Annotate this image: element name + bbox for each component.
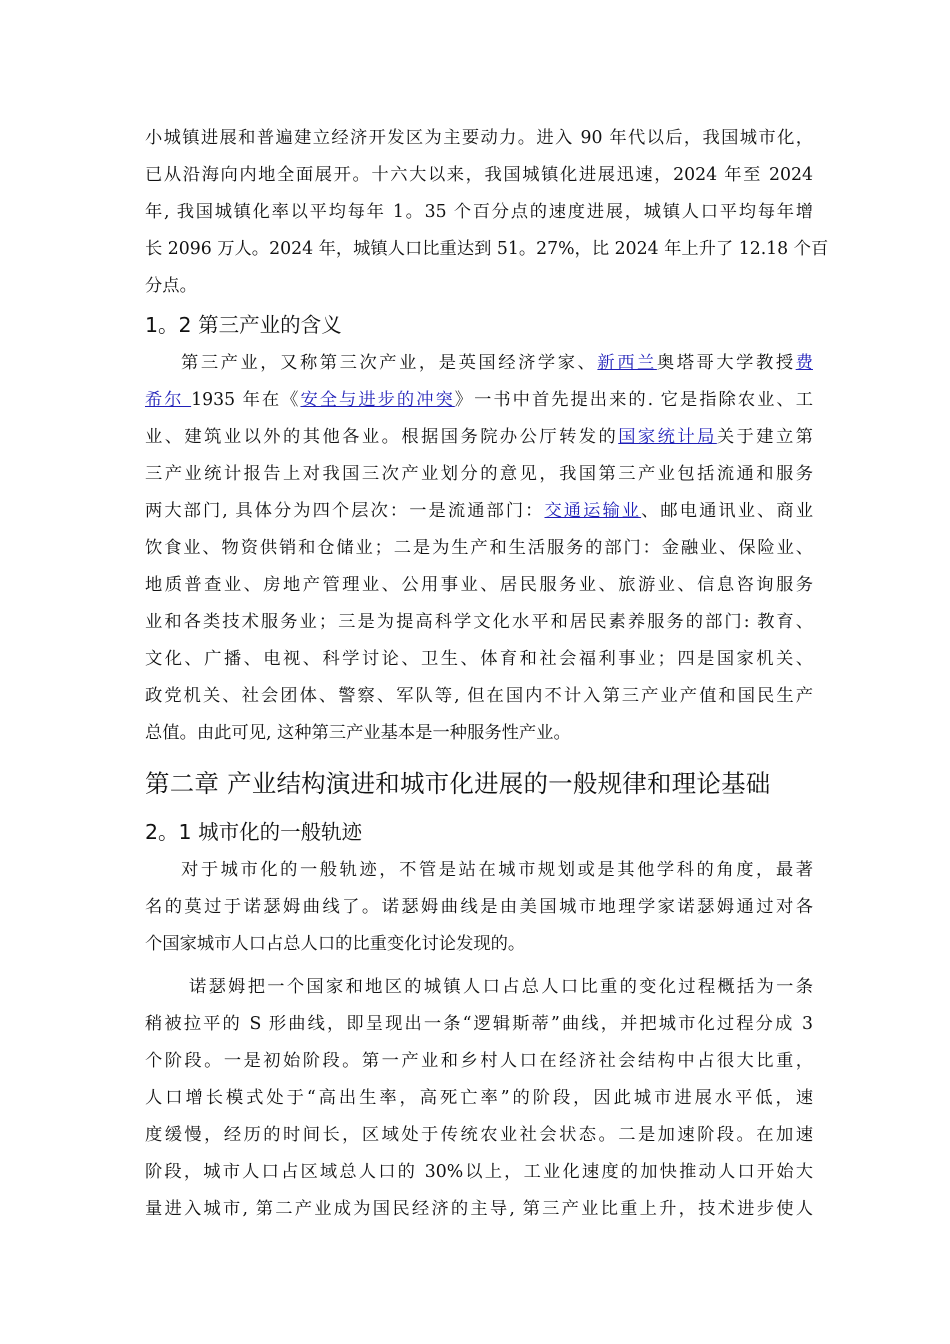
text-line: 对于城市化的一般轨迹，不管是站在城市规划或是其他学科的角度，最著 (181, 860, 813, 880)
text-line: 度缓慢，经历的时间长，区域处于传统农业社会状态。二是加速阶段。在加速 (145, 1125, 813, 1145)
text-line: 名的莫过于诺瑟姆曲线了。诺瑟姆曲线是由美国城市地理学家诺瑟姆通过对各 (145, 897, 813, 917)
text-line: 量进入城市, 第二产业成为国民经济的主导, 第三产业比重上升，技术进步使人 (145, 1199, 813, 1219)
text-line (145, 493, 813, 530)
text-span: 关于建立第 (716, 427, 813, 447)
paragraph-northam-intro (145, 852, 813, 963)
text-line: 人口增长模式处于“高出生率，高死亡率”的阶段，因此城市进展水平低，速 (145, 1088, 813, 1108)
paragraph-tertiary-industry (145, 345, 813, 752)
text-line: 三产业统计报告上对我国三次产业划分的意见，我国第三产业包括流通和服务 (145, 464, 813, 484)
text-line: 已从沿海向内地全面展开。十六大以来，我国城镇化进展迅速，2024 年至 2024 (145, 165, 813, 185)
text-span: 1935 年在《 (191, 390, 301, 410)
text-line: 总值。由此可见, 这种第三产业基本是一种服务性产业。 (145, 723, 571, 743)
text-line: 年, 我国城镇化率以平均每年 1。35 个百分点的速度进展，城镇人口平均每年增 (145, 202, 813, 222)
section-heading-1-2: 1。2 第三产业的含义 (145, 313, 342, 337)
link-transportation[interactable]: 交通运输业 (544, 501, 642, 521)
text-line (145, 419, 813, 456)
text-span: 业、建筑业以外的其他各业。根据国务院办公厅转发的 (145, 427, 619, 447)
text-line: 地质普查业、房地产管理业、公用事业、居民服务业、旅游业、信息咨询服务 (145, 575, 813, 595)
paragraph-urbanization-history (145, 120, 829, 305)
text-span: 第三产业，又称第三次产业，是英国经济学家、 (181, 353, 598, 373)
text-line: 长 2096 万人。2024 年，城镇人口比重达到 51。27%，比 2024 年上升了 12.18 个百 (145, 239, 829, 259)
text-line: 个国家城市人口占总人口的比重变化讨论发现的。 (145, 934, 526, 954)
text-line: 饮食业、物资供销和仓储业；二是为生产和生活服务的部门：金融业、保险业、 (145, 538, 813, 558)
text-line (145, 382, 813, 419)
section-heading-2-1: 2。1 城市化的一般轨迹 (145, 820, 363, 844)
text-line (145, 345, 813, 382)
text-line: 业和各类技术服务业；三是为提高科学文化水平和居民素养服务的部门: 教育、 (145, 612, 813, 632)
text-line: 个阶段。一是初始阶段。第一产业和乡村人口在经济社会结构中占很大比重， (145, 1051, 813, 1071)
text-line: 文化、广播、电视、科学讨论、卫生、体育和社会福利事业；四是国家机关、 (145, 649, 813, 669)
text-line: 小城镇进展和普遍建立经济开发区为主要动力。进入 90 年代以后，我国城市化， (145, 128, 813, 148)
chapter-heading: 第二章 产业结构演进和城市化进展的一般规律和理论基础 (145, 769, 771, 798)
page-content (145, 120, 829, 1228)
text-span: 、邮电通讯业、商业 (641, 501, 813, 521)
text-span: 奥塔哥大学教授 (656, 353, 796, 373)
text-line: 政党机关、社会团体、警察、军队等, 但在国内不计入第三产业产值和国民生产 (145, 686, 813, 706)
text-line: 分点。 (145, 276, 197, 296)
link-statistics-bureau[interactable]: 国家统计局 (618, 427, 717, 447)
paragraph-northam-curve (145, 969, 813, 1228)
text-span: 两大部门, 具体分为四个层次：一是流通部门： (145, 501, 545, 521)
text-line: 诺瑟姆把一个国家和地区的城镇人口占总人口比重的变化过程概括为一条 (189, 977, 813, 997)
text-span: 》一书中首先提出来的. 它是指除农业、工 (454, 390, 813, 410)
link-fisher[interactable]: 费 (795, 353, 813, 373)
text-line: 阶段，城市人口占区域总人口的 30%以上，工业化速度的加快推动人口开始大 (145, 1162, 813, 1182)
text-line: 稍被拉平的 S 形曲线，即呈现出一条“逻辑斯蒂”曲线，并把城市化过程分成 3 (145, 1014, 813, 1034)
link-book-title[interactable]: 安全与进步的冲突 (300, 390, 455, 410)
link-new-zealand[interactable]: 新西兰 (597, 353, 657, 373)
link-fisher-cont[interactable]: 希尔 (145, 390, 192, 410)
